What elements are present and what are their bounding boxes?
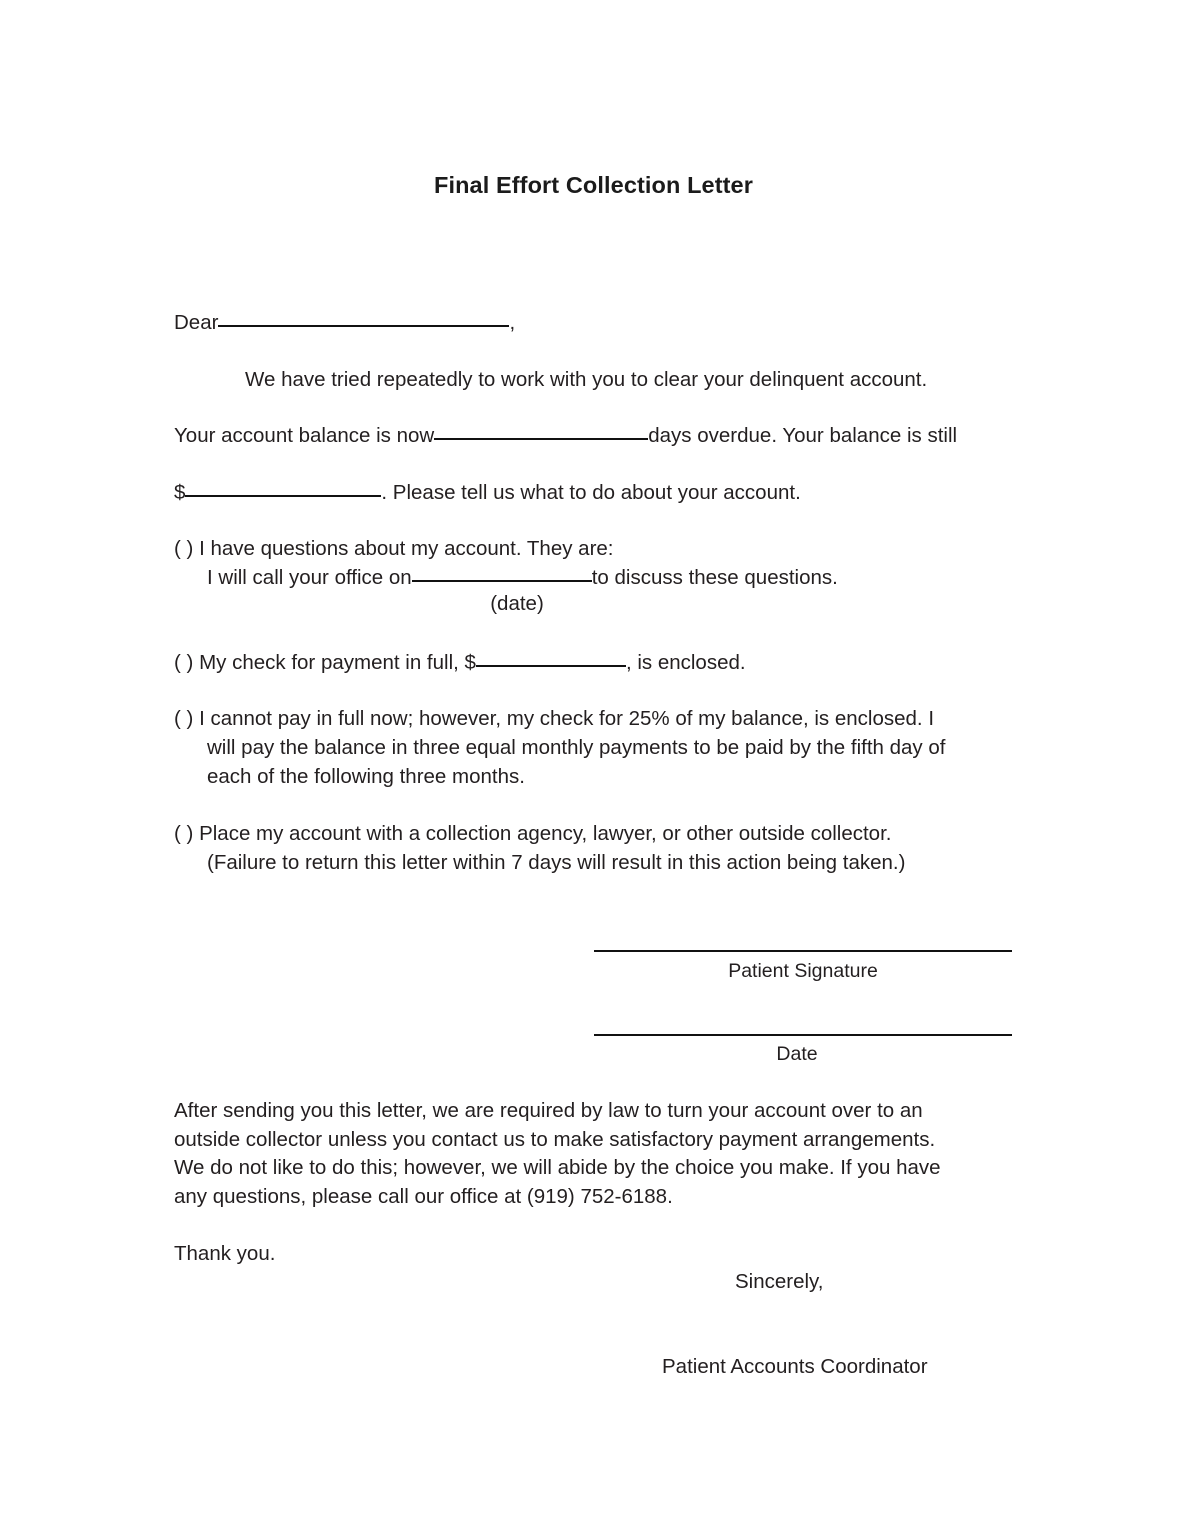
page-title: Final Effort Collection Letter [434,172,753,198]
option-1-sub-prefix: I will call your office on [207,566,412,589]
salutation-line [174,308,515,337]
date-rule[interactable] [594,1034,1012,1036]
signoff-title: Patient Accounts Coordinator [662,1355,928,1378]
salutation-blank[interactable] [218,325,509,327]
closing-line-2: outside collector unless you contact us to make satisfactory payment arrangements. [174,1127,936,1151]
option-3-line-2: will pay the balance in three equal monthly payments to be paid by the fifth day of [207,736,946,759]
closing-paragraph [174,1097,992,1211]
days-overdue-blank[interactable] [434,438,648,440]
option-1-checkbox-line[interactable] [174,534,614,563]
option-4-line-2: (Failure to return this letter within 7 days will result in this action being taken.) [207,851,906,874]
intro-paragraph: We have tried repeatedly to work with you to clear your delinquent account. [245,368,928,391]
option-2-prefix: My check for payment in full, $ [199,651,476,674]
date-caption: (date) [490,592,544,615]
call-date-blank[interactable] [412,580,592,582]
option-1-label: I have questions about my account. They are: [199,537,614,560]
salutation-comma: , [509,311,516,334]
option-4-checkbox[interactable]: ( ) [174,822,194,845]
option-1-sub-line [207,563,838,592]
date-label: Date [776,1043,818,1065]
option-3-block[interactable] [174,704,1004,791]
amount-suffix: . Please tell us what to do about your account. [381,481,801,504]
sincerely-line: Sincerely, [735,1270,824,1293]
option-3-checkbox[interactable]: ( ) [174,707,194,730]
option-3-line-3: each of the following three months. [207,765,525,788]
patient-signature-rule[interactable] [594,950,1012,952]
option-4-line-1: Place my account with a collection agency, lawyer, or other outside collector. [199,822,892,845]
closing-line-3: We do not like to do this; however, we will abide by the choice you make. If you have [174,1156,941,1179]
closing-line-4: any questions, please call our office at (919) 752-6188. [174,1184,673,1208]
option-2-suffix: , is enclosed. [625,651,746,674]
option-2-line[interactable] [174,648,746,677]
option-1-checkbox[interactable]: ( ) [174,537,194,560]
balance-line [174,421,957,450]
thank-you-line: Thank you. [174,1242,276,1265]
option-3-line-1: I cannot pay in full now; however, my check for 25% of my balance, is enclosed. I [199,707,935,730]
option-4-block[interactable] [174,819,1004,877]
balance-middle: days overdue. Your balance is still [648,424,958,447]
check-amount-blank[interactable] [476,665,626,667]
balance-amount-blank[interactable] [185,495,381,497]
balance-prefix: Your account balance is now [174,424,435,447]
amount-line [174,478,801,507]
option-1-sub-suffix: to discuss these questions. [591,566,838,589]
currency-symbol: $ [174,481,186,504]
patient-signature-label: Patient Signature [728,960,878,982]
salutation-label: Dear [174,311,219,334]
option-2-checkbox[interactable]: ( ) [174,651,194,674]
closing-line-1: After sending you this letter, we are required by law to turn your account over to an [174,1099,923,1122]
